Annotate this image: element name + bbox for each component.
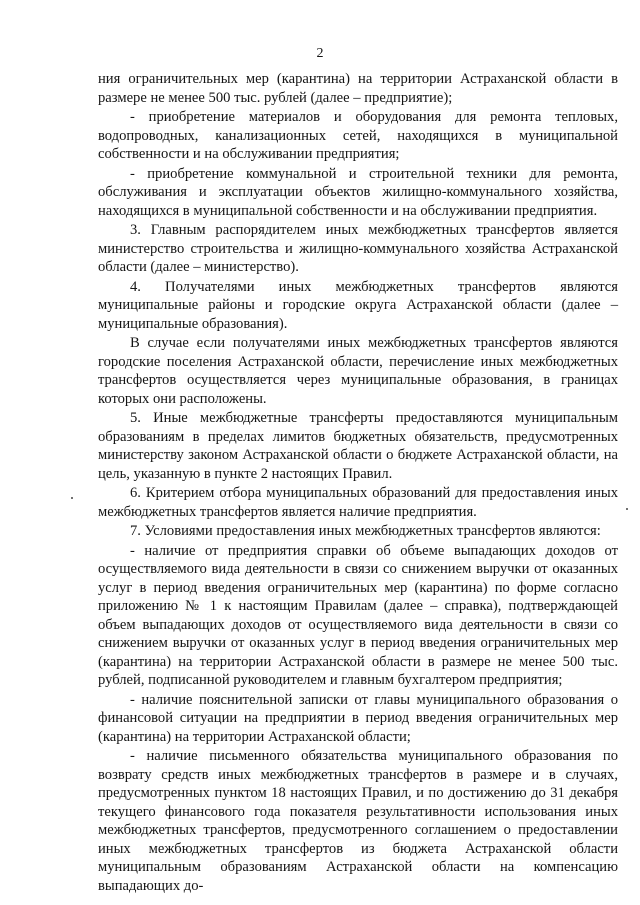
page-number: 2 [316,46,324,61]
paragraph-certificate-condition: - наличие от предприятия справки об объеме выпадающих доходов от осуществляемого вида деятельности в связи со снижением выручки от оказанных услуг в период введения ограничительных мер (карантина) по форме согласно приложению № 1 к настоящим Правилам (далее – справка), подтверждающей объем выпадающих доходов от осуществляемого вида деятельности в связи со снижением выручки от оказанных услуг в период введения ограничительных мер (карантина) на территории Астраханской области в размере не менее 500 тыс. рублей, подписанной руководителем и главным бухгалтером предприятия; [98,542,618,688]
paragraph-continuation: ния ограничительных мер (карантина) на территории Астраханской области в размере не менее 500 тыс. рублей (далее – предприятие); [98,71,618,106]
scan-speck [71,497,73,499]
paragraph-item-6: 6. Критерием отбора муниципальных образований для предоставления иных межбюджетных трансфертов является наличие предприятия. [98,485,618,520]
paragraph-item-4: 4. Получателями иных межбюджетных трансфертов являются муниципальные районы и городские округа Астраханской области (далее – муниципальные образования). [98,278,618,332]
paragraph-explanatory-note-condition: - наличие пояснительной записки от главы муниципального образования о финансовой ситуации на предприятии в период введения ограничительных мер (карантина) на территории Астраханской области; [98,691,618,745]
paragraph-item-3: 3. Главным распорядителем иных межбюджетных трансфертов является министерство строительства и жилищно-коммунального хозяйства Астраханской области (далее – министерство). [98,222,618,275]
paragraph-equipment-purchase: - приобретение коммунальной и строительной техники для ремонта, обслуживания и эксплуатации объектов жилищно-коммунального хозяйства, находящихся в муниципальной собственности и на обслуживании предприятия. [98,165,618,219]
scan-speck [626,508,628,510]
paragraph-item-5: 5. Иные межбюджетные трансферты предоставляются муниципальным образованиям в пределах лимитов бюджетных обязательств, предусмотренных министерству законом Астраханской области о бюджете Астраханской области, на цель, указанную в пункте 2 настоящих Правил. [98,410,618,482]
paragraph-written-obligation-condition: - наличие письменного обязательства муниципального образования по возврату средств иных межбюджетных трансфертов в размере и в случаях, предусмотренных пунктом 18 настоящих Правил, и по достижению до 31 декабря текущего финансового года показателя результативности использования иных межбюджетных трансфертов, предусмотренного соглашением о предоставлении иных межбюджетных трансфертов из бюджета Астраханской области муниципальным образованиям Астраханской области на компенсацию выпадающих до- [98,748,618,894]
paragraph-materials-purchase: - приобретение материалов и оборудования для ремонта тепловых, водопроводных, канализационных сетей, находящихся в муниципальной собственности и на обслуживании предприятия; [98,109,618,162]
paragraph-item-7: 7. Условиями предоставления иных межбюджетных трансфертов являются: [130,523,601,539]
paragraph-urban-settlements: В случае если получателями иных межбюджетных трансфертов являются городские поселения Астраханской области, перечисление иных межбюджетных трансфертов осуществляется через муниципальные образования, в границах которых они расположены. [98,335,618,407]
document-body [98,70,618,896]
